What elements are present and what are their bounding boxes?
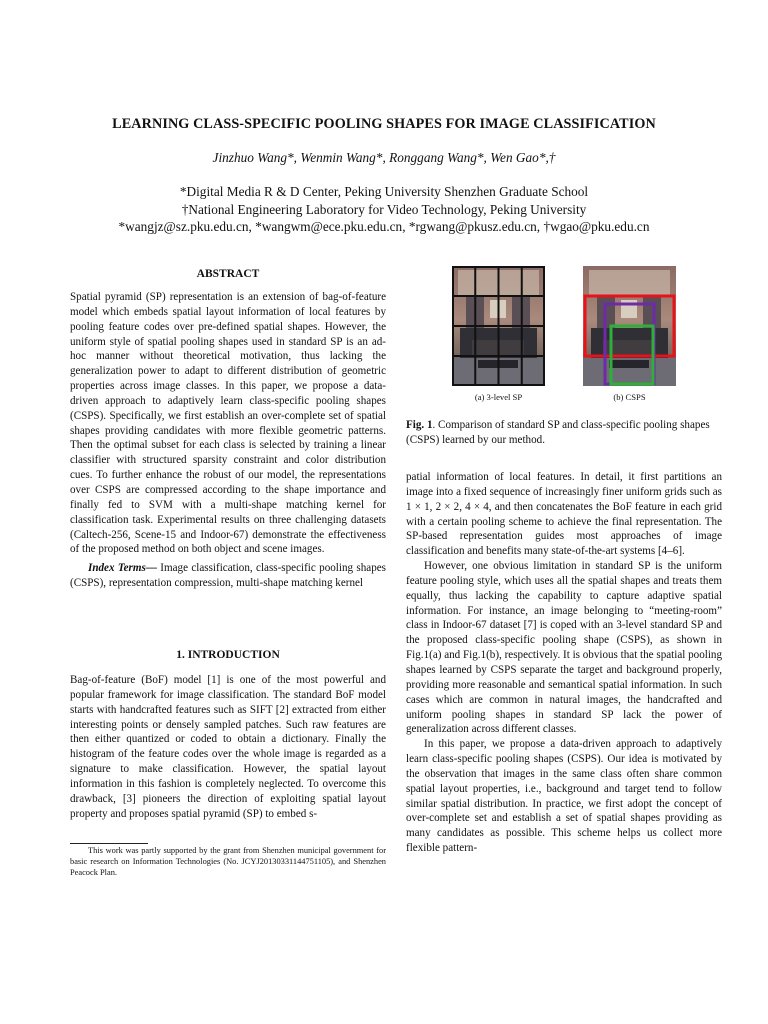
footnote-rule (70, 843, 148, 844)
introduction-body (70, 673, 386, 821)
affiliation-emails: *wangjz@sz.pku.edu.cn, *wangwm@ece.pku.edu.cn, *rgwang@pkusz.edu.cn, †wgao@pku.edu.cn (118, 219, 650, 234)
index-terms (70, 561, 386, 591)
figure-caption-text: . Comparison of standard SP and class-specific pooling shapes (CSPS) learned by our method. (406, 419, 710, 446)
abstract-heading: ABSTRACT (196, 268, 260, 280)
subcaption-b: (b) CSPS (613, 392, 646, 402)
abstract-text: Spatial pyramid (SP) representation is an extension of bag-of-feature model which embeds spatial layout information of local features by pooling feature codes over pre-defined spatial shapes. However, the uniform style of spatial pooling shapes used in standard SP is an ad-hoc manner without theoretical motivation, thus lacking the generalization power to adapt to different distribution of geometric properties across image classes. In this paper, we propose a data-driven approach to adaptively learn class-specific pooling shapes (CSPS). Specifically, we first establish an over-complete set of spatial shapes providing candidates with more flexible geometric patterns. Then the optimal subset for each class is selected by training a linear classifier with structured sparsity constraint and color distribution cues. To further enhance the robust of our model, the representations over CSPS are compressed according to the shape importance and finally fed to SVM with a multi-shape matching kernel for classification task. Experimental results on three challenging datasets (Caltech-256, Scene-15 and Indoor-67) demonstrate the effectiveness of the proposed method on both object and scene images. (70, 291, 386, 556)
affiliation-2: †National Engineering Laboratory for Video Technology, Peking University (181, 202, 587, 217)
footnote: This work was partly supported by the grant from Shenzhen municipal government for basic research on Information Technologies (No. JCYJ20130331144751105), and Shenzhen Peacock Plan. (70, 846, 386, 877)
meeting-room-photo-csps (583, 266, 676, 386)
right-paragraph-2: However, one obvious limitation in standard SP is the uniform feature pooling style, which uses all the spatial shapes and treats them equally, thus lacking the capability to capture adaptive spatial information. For instance, an image belonging to “meeting-room” class in Indoor-67 dataset [7] is coped with an 3-level standard SP and the proposed class-specific pooling shape (CSPS), as shown in Fig.1(a) and Fig.1(b), respectively. It is obvious that the spatial pooling shapes learned by CSPS separate the target and background properly, providing more reasonable and semantical spatial information. In such cases which are common in natural images, the handcrafted and uniform pooling shapes in standard SP lack the power of generalization across different classes. (406, 560, 723, 736)
introduction-text: Bag-of-feature (BoF) model [1] is one of the most powerful and popular framework for image classification. The standard BoF model starts with handcrafted features such as SIFT [2] extracted from either interesting points or densely sampled patches. Such raw features are then either quantized or coded to obtain a dictionary. Finally the histogram of the feature codes over the whole image is regarded as a signature to make classification. However, the spatial layout information in this fashion is completely neglected. To overcome this drawback, [3] pioneers the direction of exploiting spatial layout property and proposes spatial pyramid (SP) to embed s- (70, 674, 386, 820)
introduction-heading: 1. INTRODUCTION (176, 649, 280, 661)
figure-image-sp (452, 266, 545, 386)
figure-caption-label: Fig. 1 (406, 419, 433, 431)
figure-image-csps (583, 266, 676, 386)
index-terms-label: Index Terms— (88, 562, 157, 575)
right-paragraph-3: In this paper, we propose a data-driven approach to adaptively learn class-specific pooling shapes (CSPS). Our idea is motivated by the observation that images in the same class often share common spatial layout properties, i.e., background and target tend to follow similar spatial distribution. In practice, we first adopt the concept of over-complete set and establish a set of spatial shapes providing as many candidates as possible. This scheme helps us collect more flexible pattern- (406, 738, 722, 855)
paper-title: LEARNING CLASS-SPECIFIC POOLING SHAPES FOR IMAGE CLASSIFICATION (112, 116, 656, 132)
subcaption-a: (a) 3-level SP (474, 392, 523, 402)
right-column-body (406, 470, 722, 856)
abstract-body (70, 290, 386, 591)
right-paragraph-1: patial information of local features. In detail, it first partitions an image into a fixed sequence of increasingly finer uniform grids such as 1 × 1, 2 × 2, 4 × 4, and then concatenates the BoF feature in each grid with a certain pooling scheme to achieve the final representation. The SP-based representation guides most approaches of image classification and benefits many state-of-the-art systems [4–6]. (406, 471, 722, 558)
author-list: Jinzhuo Wang*, Wenmin Wang*, Ronggang Wang*, Wen Gao*,† (212, 150, 556, 165)
index-terms-text: Image classification, class-specific pooling shapes (CSPS), representation compression, multi-shape matching kernel (70, 562, 386, 590)
figure-caption (406, 418, 722, 448)
affiliation-1: *Digital Media R & D Center, Peking University Shenzhen Graduate School (179, 184, 589, 199)
meeting-room-photo-sp (452, 266, 545, 386)
